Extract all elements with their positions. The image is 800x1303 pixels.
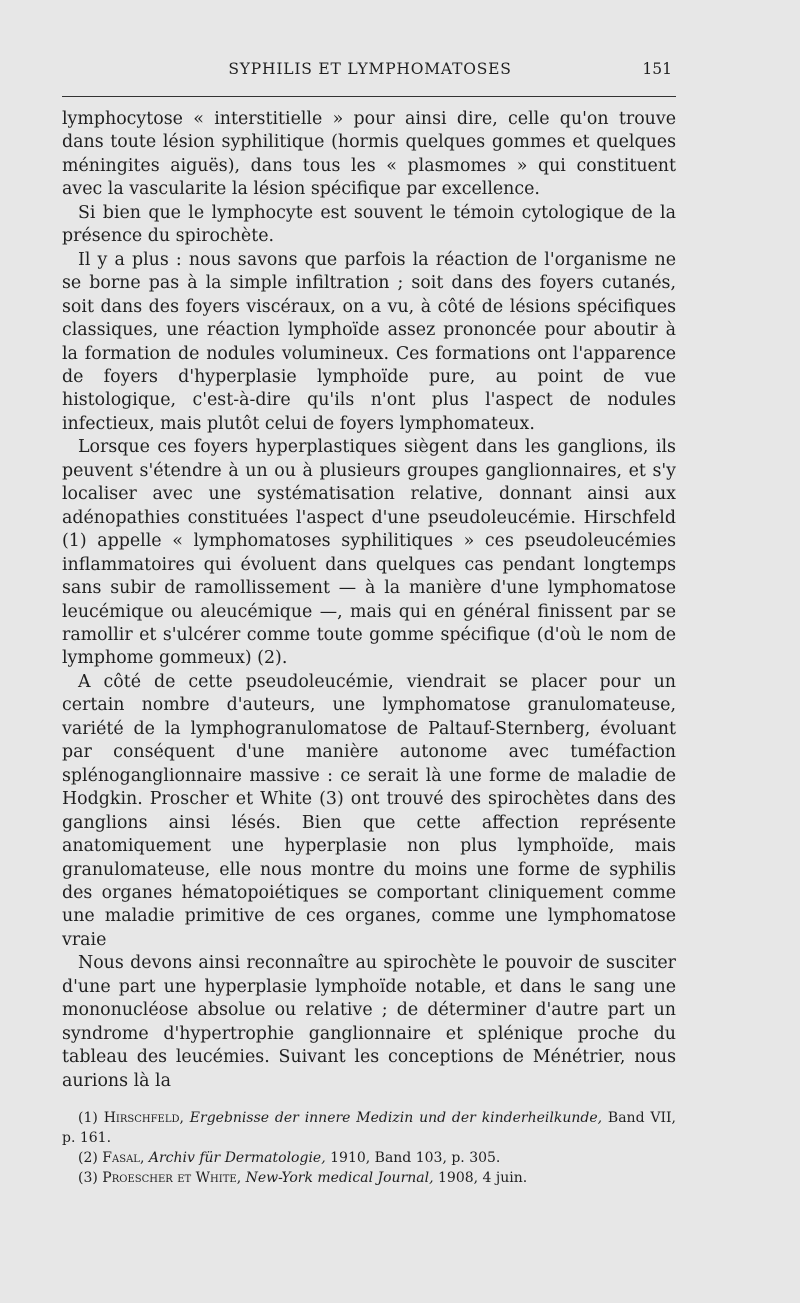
footnote-work: New-York medical Journal, [245, 1170, 434, 1186]
footnote-rest: 1910, Band 103, p. 305. [330, 1150, 501, 1166]
body-text [62, 108, 676, 1093]
paragraph: lymphocytose « interstitielle » pour ainsi dire, celle qu'on trouve dans toute lésion syphilitique (hormis quelques gommes et quelques méningites aiguës), dans tous les « plasmomes » qui constituent avec la vascularite la lésion spécifique par excellence. [62, 109, 676, 200]
footnote [62, 1108, 676, 1148]
paragraph: A côté de cette pseudoleucémie, viendrait se placer pour un certain nombre d'auteurs, une lymphomatose granulomateuse, variété de la lymphogranulomatose de Paltauf-Sternberg, évoluant par conséquent d'une manière autonome avec tuméfaction splénoganglionnaire massive : ce serait là une forme de maladie de Hodgkin. Proscher et White (3) ont trouvé des spirochètes dans des ganglions ainsi lésés. Bien que cette affection représente anatomiquement une hyperplasie non plus lymphoïde, mais granulomateuse, elle nous montre du moins une forme de syphilis des organes hématopoiétiques se comportant cliniquement comme une maladie primitive de ces organes, comme une lymphomatose vraie [62, 671, 676, 950]
footnote-work: Ergebnisse der innere Medizin und der kinderheilkunde, [189, 1110, 603, 1126]
footnotes [62, 1108, 676, 1188]
footnote [62, 1148, 676, 1168]
footnote-number: (2) [78, 1150, 98, 1166]
footnote-rest: Band VII, p. 161. [62, 1110, 676, 1146]
footnote-author: Hirschfeld, [103, 1110, 184, 1126]
page-number: 151 [642, 60, 672, 78]
footnote-author: Fasal, [102, 1150, 145, 1166]
running-head: SYPHILIS ET LYMPHOMATOSES [228, 60, 512, 78]
paragraph: Si bien que le lymphocyte est souvent le témoin cytologique de la présence du spirochète. [62, 202, 676, 247]
paragraph: Nous devons ainsi reconnaître au spirochète le pouvoir de susciter d'une part une hyperplasie lymphoïde notable, et dans le sang une mononucléose absolue ou relative ; de déterminer d'autre part un syndrome d'hypertrophie ganglionnaire et splénique proche du tableau des leucémies. Suivant les conceptions de Ménétrier, nous aurions là la [62, 953, 676, 1091]
footnote [62, 1168, 676, 1188]
header-rule [62, 96, 676, 97]
footnote-number: (3) [78, 1170, 98, 1186]
paragraph: Lorsque ces foyers hyperplastiques siègent dans les ganglions, ils peuvent s'étendre à un ou à plusieurs groupes ganglionnaires, et s'y localiser avec une systématisation relative, donnant ainsi aux adénopathies constituées l'aspect d'une pseudoleucémie. Hirschfeld (1) appelle « lymphomatoses syphilitiques » ces pseudoleucémies inflammatoires qui évoluent dans quelques cas pendant longtemps sans subir de ramollissement — à la manière d'une lymphomatose leucémique ou aleucémique —, mais qui en général finissent par se ramollir et s'ulcérer comme toute gomme spécifique (d'où le nom de lymphome gommeux) (2). [62, 437, 676, 669]
footnote-rest: 1908, 4 juin. [438, 1170, 528, 1186]
footnote-author: Proescher et White, [102, 1170, 242, 1186]
footnote-work: Archiv für Dermatologie, [148, 1150, 326, 1166]
footnote-number: (1) [78, 1110, 98, 1126]
paragraph: Il y a plus : nous savons que parfois la réaction de l'organisme ne se borne pas à la simple infiltration ; soit dans des foyers cutanés, soit dans des foyers viscéraux, on a vu, à côté de lésions spécifiques classiques, une réaction lymphoïde assez prononcée pour aboutir à la formation de nodules volumineux. Ces formations ont l'apparence de foyers d'hyperplasie lymphoïde pure, au point de vue histologique, c'est-à-dire qu'ils n'ont plus l'aspect de nodules infectieux, mais plutôt celui de foyers lymphomateux. [62, 249, 676, 434]
